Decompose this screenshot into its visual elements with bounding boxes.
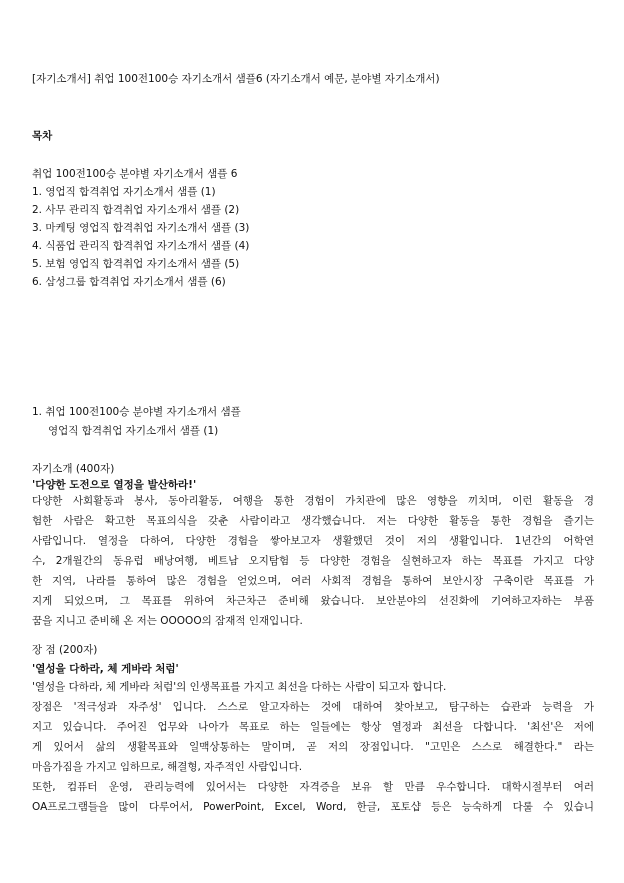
paragraph-line: OA프로그램들을 많이 다루어서, PowerPoint, Excel, Word, 한글, 포토샵 등은 능숙하게 다룰 수 있습니 — [32, 801, 594, 813]
paragraph-line: 꿈을 지니고 준비해 온 저는 OOOOO의 잠재적 인재입니다. — [32, 615, 303, 627]
paragraph-line: 수, 2개월간의 동유럽 배낭여행, 베트남 오지탐험 등 다양한 경험을 실현하고자 하는 목표를 가지고 다양 — [32, 555, 594, 567]
strength-heading: 장 점 (200자) — [32, 644, 98, 656]
paragraph-line: 장점은 '적극성과 자주성' 입니다. 스스로 알고자하는 것에 대하여 찾아보고, 탐구하는 습관과 능력을 가 — [32, 701, 594, 713]
paragraph-line: 마음가짐을 가지고 임하므로, 해결형, 자주적인 사람입니다. — [32, 761, 303, 773]
section-subtitle: 영업직 합격취업 자기소개서 샘플 (1) — [48, 425, 219, 437]
strength-quote: '열성을 다하라, 체 게바라 처럼' — [32, 663, 179, 675]
paragraph-line: 험한 사람은 확고한 목표의식을 갖춘 사람이라고 생각했습니다. 저는 다양한 활동을 통한 경험을 즐기는 — [32, 515, 594, 527]
strength-paragraph — [32, 677, 594, 817]
paragraph-line: '열성을 다하라, 체 게바라 처럼'의 인생목표를 가지고 최선을 다하는 사람이 되고자 합니다. — [32, 681, 447, 693]
toc-item: 5. 보험 영업직 합격취업 자기소개서 샘플 (5) — [32, 258, 240, 270]
intro-heading: 자기소개 (400자) — [32, 463, 115, 475]
toc-item: 3. 마케팅 영업직 합격취업 자기소개서 샘플 (3) — [32, 222, 250, 234]
intro-paragraph — [32, 491, 594, 631]
paragraph-line: 한 지역, 나라를 통하여 많은 경험을 얻었으며, 여러 사회적 경험을 통하여 보안시장 구축이란 목표를 가 — [32, 575, 594, 587]
toc-item: 4. 식품업 관리직 합격취업 자기소개서 샘플 (4) — [32, 240, 250, 252]
paragraph-line: 사람입니다. 열정을 다하여, 다양한 경험을 쌓아보고자 생활했던 것이 저의 생활입니다. 1년간의 어학연 — [32, 535, 594, 547]
paragraph-line: 또한, 컴퓨터 운영, 관리능력에 있어서는 다양한 자격증을 보유 할 만큼 우수합니다. 대학시절부터 여러 — [32, 781, 594, 793]
paragraph-line: 다양한 사회활동과 봉사, 동아리활동, 여행을 통한 경험이 가치관에 많은 영향을 끼치며, 이런 활동을 경 — [32, 495, 594, 507]
section-title: 1. 취업 100전100승 분야별 자기소개서 샘플 — [32, 406, 241, 418]
document-title: [자기소개서] 취업 100전100승 자기소개서 샘플6 (자기소개서 예문, 분야별 자기소개서) — [32, 73, 440, 85]
paragraph-line: 지고 있습니다. 주어진 업무와 나아가 목표로 하는 일들에는 항상 열정과 최선을 다합니다. '최선'은 저에 — [32, 721, 594, 733]
paragraph-line: 지게 되었으며, 그 목표를 위하여 차근차근 준비해 왔습니다. 보안분야의 선진화에 기여하고자하는 부품 — [32, 595, 594, 607]
toc-item: 6. 삼성그룹 합격취업 자기소개서 샘플 (6) — [32, 276, 226, 288]
toc-item: 2. 사무 관리직 합격취업 자기소개서 샘플 (2) — [32, 204, 240, 216]
intro-quote: '다양한 도전으로 열정을 발산하라!' — [32, 479, 197, 491]
toc-heading: 목차 — [32, 130, 53, 142]
toc-item: 1. 영업직 합격취업 자기소개서 샘플 (1) — [32, 186, 216, 198]
paragraph-line: 게 있어서 삶의 생활목표와 일맥상통하는 말이며, 곧 저의 장점입니다. "고민은 스스로 해결한다." 라는 — [32, 741, 594, 753]
toc-item: 취업 100전100승 분야별 자기소개서 샘플 6 — [32, 168, 238, 180]
